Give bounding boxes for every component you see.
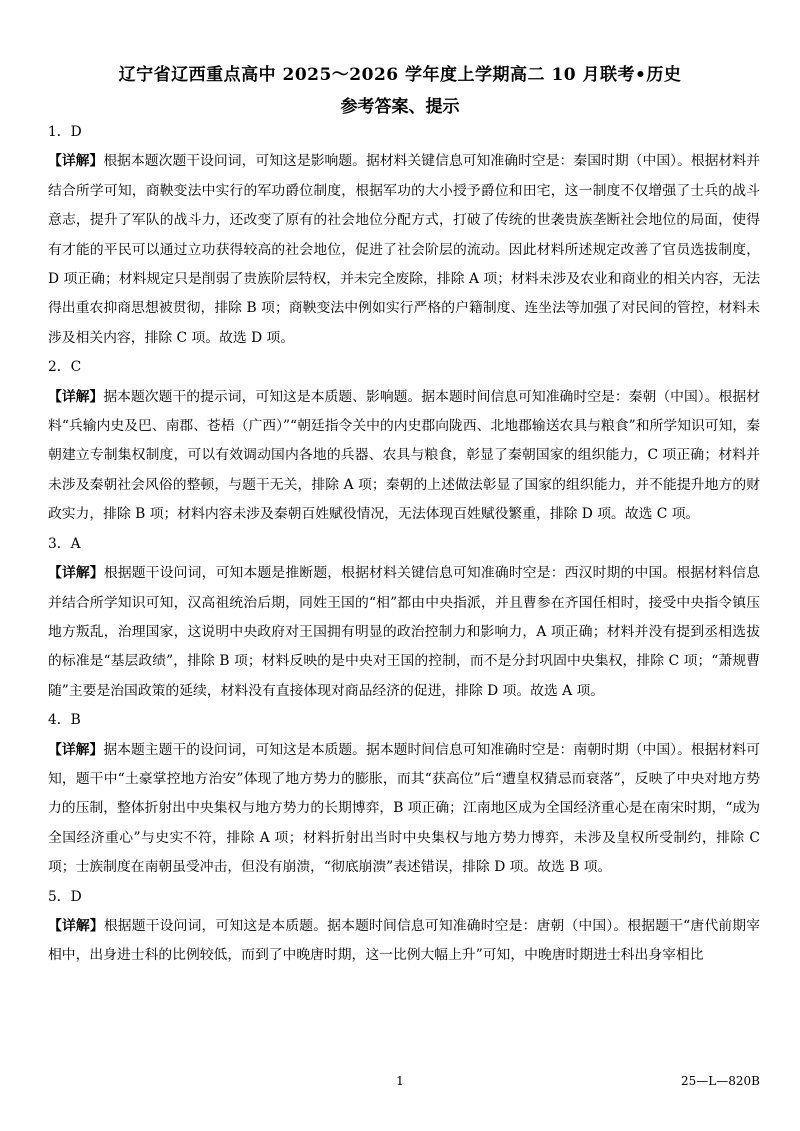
document-subtitle: 参考答案、提示 — [340, 97, 460, 117]
detail-tag: 【详解】 — [48, 388, 104, 405]
answer-list — [48, 118, 760, 971]
answer-number: 4．B — [48, 712, 81, 729]
answer-item-1 — [48, 118, 760, 353]
answer-explanation — [48, 912, 760, 971]
answer-number: 3．A — [48, 535, 81, 552]
answer-explanation — [48, 383, 760, 530]
answer-item-4 — [48, 706, 760, 882]
page-number: 1 — [396, 1074, 404, 1088]
detail-tag: 【详解】 — [48, 565, 104, 582]
answer-explanation — [48, 147, 760, 353]
detail-tag: 【详解】 — [48, 741, 104, 758]
detail-tag: 【详解】 — [48, 153, 104, 170]
detail-tag: 【详解】 — [48, 917, 104, 934]
answer-explanation — [48, 736, 760, 883]
answer-item-3 — [48, 530, 760, 706]
explanation-text: 根据本题次题干设问词，可知这是影响题。据材料关键信息可知准确时空是：秦国时期（中国）。根据材料并结合所学可知，商鞅变法中实行的军功爵位制度，根据军功的大小授予爵位和田宅，这一制度不仅增强了士兵的战斗意志，提升了军队的战斗力，还改变了原有的社会地位分配方式，打破了传统的世袭贵族垄断社会地位的局面，使得有才能的平民可以通过立功获得较高的社会地位，促进了社会阶层的流动。因此材料所述规定改善了官员选拔制度，D 项正确；材料规定只是削弱了贵族阶层特权，并未完全废除，排除 A 项；材料未涉及农业和商业的相关内容，无法得出重农抑商思想被贯彻，排除 B 项；商鞅变法中例如实行严格的户籍制度、连坐法等加强了对民间的管控，材料未涉及相关内容，排除 C 项。故选 D 项。 — [48, 153, 760, 346]
answer-explanation — [48, 559, 760, 706]
document-title: 辽宁省辽西重点高中 2025～2026 学年度上学期高二 10 月联考•历史 — [118, 65, 682, 85]
explanation-text: 根据题干设问词，可知这是本质题。据本题时间信息可知准确时空是：唐朝（中国）。根据题干“唐代前期宰相中，出身进士科的比例较低，而到了中晚唐时期，这一比例大幅上升”可知，中晚唐时期进士科出身宰相比 — [48, 917, 761, 964]
explanation-text: 据本题主题干的设问词，可知这是本质题。据本题时间信息可知准确时空是：南朝时期（中国）。根据材料可知，题干中“土豪掌控地方治安”体现了地方势力的膨胀，而其“获高位”后“遭皇权猜忌而衰落”，反映了中央对地方势力的压制，整体折射出中央集权与地方势力的长期博弈，B 项正确；江南地区成为全国经济重心是在南宋时期，“成为全国经济重心”与史实不符，排除 A 项；材料折射出当时中央集权与地方势力博弈，未涉及皇权所受制约，排除 C 项；士族制度在南朝虽受冲击，但没有崩溃，“彻底崩溃”表述错误，排除 D 项。故选 B 项。 — [48, 741, 760, 876]
answer-number: 1．D — [48, 124, 82, 140]
answer-number: 2．C — [48, 359, 82, 376]
answer-item-5 — [48, 883, 760, 971]
explanation-text: 根据题干设问词，可知本题是推断题，根据材料关键信息可知准确时空是：西汉时期的中国。根据材料信息并结合所学知识可知，汉高祖统治后期，同姓王国的“相”都由中央指派，并且曹参在齐国任相时，接受中央指令镇压地方叛乱，治理国家，这说明中央政府对王国拥有明显的政治控制力和影响力，A 项正确；材料并没有提到丞相选拔的标准是“基层政绩”，排除 B 项；材料反映的是中央对王国的控制，而不是分封巩固中央集权，排除 C 项；“萧规曹随”主要是治国政策的延续，材料没有直接体现对商品经济的促进，排除 D 项。故选 A 项。 — [48, 565, 761, 699]
answer-number: 5．D — [48, 888, 82, 905]
answer-item-2 — [48, 353, 760, 529]
explanation-text: 据本题次题干的提示词，可知这是本质题、影响题。据本题时间信息可知准确时空是：秦朝（中国）。根据材料“兵输内史及巴、南郡、苍梧（广西）”“朝廷指令关中的内史郡向陇西、北地郡输送农具与粮食”和所学知识可知，秦朝建立专制集权制度，可以有效调动国内各地的兵器、农具与粮食，彰显了秦朝国家的组织能力，C 项正确；材料并未涉及秦朝社会风俗的整顿，与题干无关，排除 A 项；秦朝的上述做法彰显了国家的组织能力，并不能提升地方的财政实力，排除 B 项；材料内容未涉及秦朝百姓赋役情况，无法体现百姓赋役繁重，排除 D 项。故选 C 项。 — [48, 388, 760, 523]
document-code: 25—L—820B — [681, 1074, 760, 1088]
